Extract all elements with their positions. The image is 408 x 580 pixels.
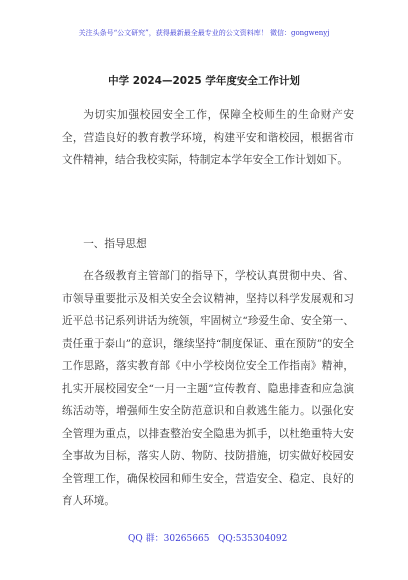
promo-banner: 关注头条号“公文研究”，获得最新最全最专业的公文资料库！ 微信：gongwenyj	[78, 29, 330, 37]
document-title: 中学 2024—2025 学年度安全工作计划	[108, 75, 300, 87]
footer-contact	[0, 532, 408, 546]
intro-paragraph: 为切实加强校园安全工作，保障全校师生的生命财产安全，营造良好的教育教学环境，构建平安和谐校园，根据省市文件精神，结合我校实际，特制定本学年安全工作计划如下。	[62, 109, 354, 166]
section-heading-guiding-ideology: 一、指导思想	[83, 238, 147, 250]
footer-qq-group: QQ 群：30265665	[128, 534, 210, 544]
footer-qq: QQ:535304092	[218, 534, 288, 544]
guiding-ideology-paragraph: 在各级教育主管部门的指导下，学校认真贯彻中央、省、市领导重要批示及相关安全会议精神，坚持以科学发展观和习近平总书记系列讲话为统领，牢固树立“珍爱生命、安全第一、责任重于泰山”的意识，继续坚持“制度保证、重在预防”的安全工作思路，落实教育部《中小学校岗位安全工作指南》精神，扎实开展校园安全“一月一主题”宣传教育、隐患排查和应急演练活动等，增强师生安全防范意识和自救逃生能力。以强化安全管理为重点，以排查整治安全隐患为抓手，以杜绝重特大安全事故为目标，落实人防、物防、技防措施，切实做好校园安全管理工作，确保校园和师生安全，营造安全、稳定、良好的育人环境。	[62, 270, 354, 507]
